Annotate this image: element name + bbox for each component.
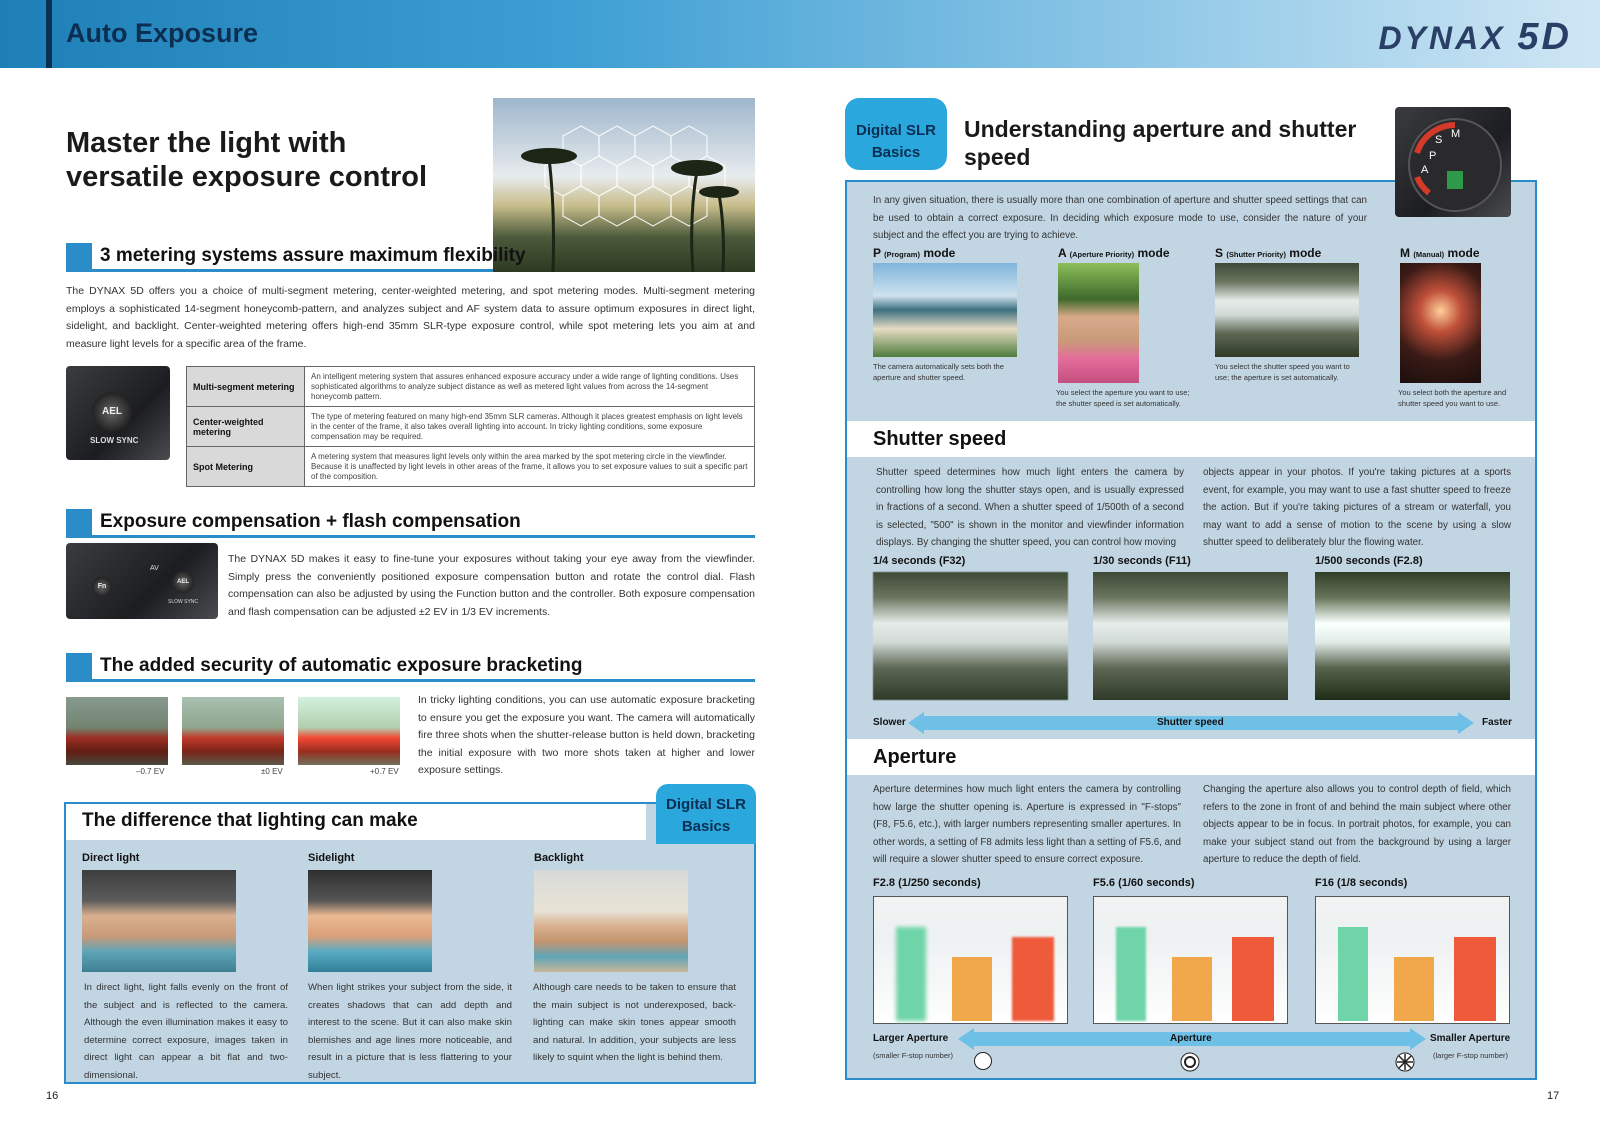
car-photo-plus: [298, 697, 400, 765]
section-marker: [66, 243, 92, 270]
portrait-backlight-photo: [534, 870, 688, 972]
arrow-right-icon: [1410, 1028, 1426, 1050]
drink-glass-green: [1116, 927, 1146, 1021]
column-title: Backlight: [534, 852, 584, 864]
mode-caption: You select the shutter speed you want to use; the aperture is set automatically.: [1215, 362, 1350, 382]
mode-heading-p: P (Program) mode: [873, 246, 956, 260]
slow-sync-label: SLOW SYNC: [168, 599, 199, 605]
aperture-small-icon: [1395, 1052, 1415, 1072]
waterfall-mode-photo: [1215, 263, 1359, 357]
photo-caption: F5.6 (1/60 seconds): [1093, 877, 1195, 889]
photo-caption: 1/30 seconds (F11): [1093, 555, 1191, 567]
ael-button-icon: AEL: [92, 392, 132, 432]
camera-top-photo: [66, 543, 218, 619]
drink-glass-orange: [1394, 957, 1434, 1021]
dial-letter: S: [1435, 134, 1443, 146]
scale-right-label: Faster: [1482, 717, 1513, 728]
waterfall-medium-photo: [1093, 572, 1288, 700]
metering-table: [186, 366, 755, 487]
drink-glass-red: [1232, 937, 1274, 1021]
brand-logo: DYNAX 5D: [1378, 16, 1572, 58]
bracket-caption: +0.7 EV: [370, 767, 399, 776]
section-marker: [66, 509, 92, 536]
photo-caption: F16 (1/8 seconds): [1315, 877, 1408, 889]
scale-right-sublabel: (larger F-stop number): [1433, 1051, 1509, 1060]
photo-caption: 1/4 seconds (F32): [873, 555, 966, 567]
drink-glass-green: [896, 927, 926, 1021]
portrait-direct-light-photo: [82, 870, 236, 972]
fn-button-icon: Fn: [92, 577, 112, 597]
arrow-right-icon: [1458, 712, 1474, 734]
aperture-text-col1: Aperture determines how much light enters the camera by controlling how large the shutter opening is. Aperture is expressed in "F-stops" (F8, F5.6, etc.), with larger numbers representing smaller apertures. In other words, a setting of F8 admits less light than a setting of F5.6, and will require a slower shutter speed to ensure correct exposure.: [873, 784, 1181, 865]
bracket-caption: –0.7 EV: [136, 767, 165, 776]
fireworks-photo: [1400, 263, 1481, 383]
drink-glass-red: [1454, 937, 1496, 1021]
scale-left-label: Slower: [873, 717, 906, 728]
lighting-heading: The difference that lighting can make: [82, 810, 418, 831]
column-title: Direct light: [82, 852, 140, 864]
mode-heading-m: M (Manual) mode: [1400, 246, 1480, 260]
mode-caption: The camera automatically sets both the aperture and shutter speed.: [873, 362, 1004, 382]
child-portrait-photo: [1058, 263, 1139, 383]
waterfall-slow-photo: [873, 572, 1068, 700]
camera-back-photo: [66, 366, 170, 460]
aperture-text-col2: Changing the aperture also allows you to control depth of field, which refers to the zone in front of and behind the main subject where other objects appear to be in focus. In portrait photos, for example, you can make your subject stand out from the background by using a larger aperture to reduce the depth of field.: [1203, 784, 1511, 865]
metering-body: The DYNAX 5D offers you a choice of multi-segment metering, center-weighted metering, and spot metering modes. Multi-segment metering employs a sophisticated 14-segment honeycomb-pattern, and analyzes subject and AF system data to assure optimum exposures in direct light, sidelight, and backlight. Center-weighted metering offers high-end 35mm SLR-type exposure control, while spot metering lets you aim at and measure light levels for a specific area of the frame.: [66, 285, 755, 350]
scale-left-label: Larger Aperture: [873, 1033, 949, 1044]
page-number: 17: [1547, 1090, 1560, 1102]
shutter-text-col1: Shutter speed determines how much light enters the camera by controlling how long the shutter stays open, and is usually expressed in fractions of a second. When a shutter speed of 1/500th of a second is selected, "500" is shown in the monitor and viewfinder information displays. By changing the shutter speed, you can control how moving: [876, 467, 1184, 548]
portrait-sidelight-photo: [308, 870, 432, 972]
aperture-heading: Aperture: [873, 746, 957, 768]
dial-letter: A: [1421, 164, 1429, 176]
mode-dial-photo: [1395, 107, 1511, 217]
page-headline: Master the light with versatile exposure control: [66, 127, 428, 193]
drinks-f16-photo: [1315, 896, 1510, 1024]
hero-photo-honeycomb: [493, 98, 755, 272]
mode-caption: You select both the aperture and shutter speed you want to use.: [1398, 388, 1507, 408]
car-photo-zero: [182, 697, 284, 765]
shutter-text-col2: objects appear in your photos. If you're taking pictures at a sports event, for example, you may want to use a fast shutter speed to freeze the action. But if you're taking pictures of a stream or waterfall, you may want to add a sense of motion to the scene by using a slow shutter speed to deliberately blur the flowing water.: [1203, 467, 1511, 548]
tab-line: Digital SLR: [665, 796, 746, 813]
arrow-left-icon: [958, 1028, 974, 1050]
tab-line: Basics: [681, 818, 731, 835]
bracketing-body: In tricky lighting conditions, you can use automatic exposure bracketing to ensure you get the exposure you want. The camera will automatically fire three shots when the shutter-release button is held down, bracketing the initial exposure with two more shots taken at higher and lower exposure settings.: [418, 694, 755, 776]
shutter-heading: Shutter speed: [873, 428, 1007, 450]
scale-left-sublabel: (smaller F-stop number): [873, 1051, 954, 1060]
waterfall-fast-photo: [1315, 572, 1510, 700]
header-accent-bar: [46, 0, 52, 68]
digital-slr-basics-tab: [656, 784, 756, 844]
table-row: [187, 447, 755, 487]
table-row: [187, 407, 755, 447]
drink-glass-orange: [1172, 957, 1212, 1021]
section-title: Auto Exposure: [66, 18, 259, 48]
ael-button-icon: AEL: [172, 571, 194, 593]
dial-letter: P: [1429, 150, 1437, 162]
mode-dial-icon: [1395, 107, 1511, 217]
page-number: 16: [46, 1090, 59, 1102]
av-label: AV: [150, 565, 159, 572]
table-cell: A metering system that measures light levels only within the area marked by the spot metering circle in the viewfinder. Because it is unaffected by light levels in other areas of the frame, it allows you to set exposure values to suit a specific part of the composition.: [305, 447, 755, 487]
column-text: In direct light, light falls evenly on the front of the subject and is reflected to the camera. Although the even illumination makes it easy to determine correct exposure, images taken in direct light can appear a bit flat and two-dimensional.: [84, 982, 288, 1081]
section-rule: [66, 535, 755, 538]
drinks-f28-photo: [873, 896, 1068, 1024]
section-rule: [66, 679, 755, 682]
table-label: Center-weighted metering: [187, 407, 305, 447]
tab-line: Digital SLR: [855, 122, 936, 139]
photo-caption: F2.8 (1/250 seconds): [873, 877, 981, 889]
drink-glass-green: [1338, 927, 1368, 1021]
drink-glass-orange: [952, 957, 992, 1021]
intro-text: In any given situation, there is usually more than one combination of aperture and shutter speed settings that can be used to obtain a correct exposure. In deciding which exposure mode to use, consider the nature of your subject and the effect you are trying to achieve.: [873, 195, 1367, 241]
mode-heading-s: S (Shutter Priority) mode: [1215, 246, 1322, 260]
aperture-open-icon: [974, 1052, 992, 1070]
car-photo-minus: [66, 697, 168, 765]
metering-heading: 3 metering systems assure maximum flexibility: [100, 245, 526, 266]
column-title: Sidelight: [308, 852, 355, 864]
column-text: Although care needs to be taken to ensure that the main subject is not underexposed, back-lighting can make skin tones appear smooth and natural. In addition, your subjects are less likely to squint when the light is behind them.: [533, 982, 736, 1063]
arrow-left-icon: [908, 712, 924, 734]
drinks-f56-photo: [1093, 896, 1288, 1024]
scale-mid-label: Aperture: [1170, 1033, 1212, 1044]
bracketing-heading: The added security of automatic exposure bracketing: [100, 655, 583, 676]
honeycomb-overlay-icon: [493, 98, 755, 272]
digital-slr-basics-tab: [845, 98, 947, 170]
scale-right-label: Smaller Aperture: [1430, 1033, 1511, 1044]
scale-mid-label: Shutter speed: [1157, 717, 1224, 728]
section-rule: [66, 269, 493, 272]
column-text: When light strikes your subject from the side, it creates shadows that can add depth and interest to the scene. But it can also make skin blemishes and age lines more noticeable, and result in a picture that is less flattering to your subject.: [308, 982, 512, 1081]
mode-heading-a: A (Aperture Priority) mode: [1058, 246, 1170, 260]
compensation-heading: Exposure compensation + flash compensation: [100, 511, 521, 532]
photo-caption: 1/500 seconds (F2.8): [1315, 555, 1423, 567]
table-label: Spot Metering: [187, 447, 305, 487]
table-row: [187, 367, 755, 407]
drink-glass-red: [1012, 937, 1054, 1021]
mode-caption: You select the aperture you want to use; the shutter speed is set automatically.: [1056, 388, 1190, 408]
compensation-body: The DYNAX 5D makes it easy to fine-tune your exposures without taking your eye away from the viewfinder. Simply press the conveniently positioned exposure compensation button and rotate the control dial. Flash compensation can also be adjusted by using the Function button and the controller. Both exposure compensation and flash compensation can be adjusted ±2 EV in 1/3 EV increments.: [228, 553, 755, 618]
beach-photo: [873, 263, 1017, 357]
aperture-medium-icon: [1180, 1052, 1200, 1072]
tab-line: Basics: [871, 144, 921, 161]
table-cell: An intelligent metering system that assures enhanced exposure accuracy under a wide range of lighting conditions. Uses sophisticated algorithms to analyze subject distance as well as metered light values from across the 14-segment honeycomb pattern.: [305, 367, 755, 407]
section-marker: [66, 653, 92, 680]
right-page-heading: Understanding aperture and shutter speed: [964, 116, 1357, 170]
table-label: Multi-segment metering: [187, 367, 305, 407]
table-cell: The type of metering featured on many high-end 35mm SLR cameras. Although it places greatest emphasis on light levels in the center of the frame, it also takes overall lighting into account. In tricky lighting conditions, some exposure compensation may be required.: [305, 407, 755, 447]
bracket-caption: ±0 EV: [261, 767, 283, 776]
slow-sync-label: SLOW SYNC: [90, 436, 139, 445]
dial-letter: M: [1451, 128, 1461, 140]
